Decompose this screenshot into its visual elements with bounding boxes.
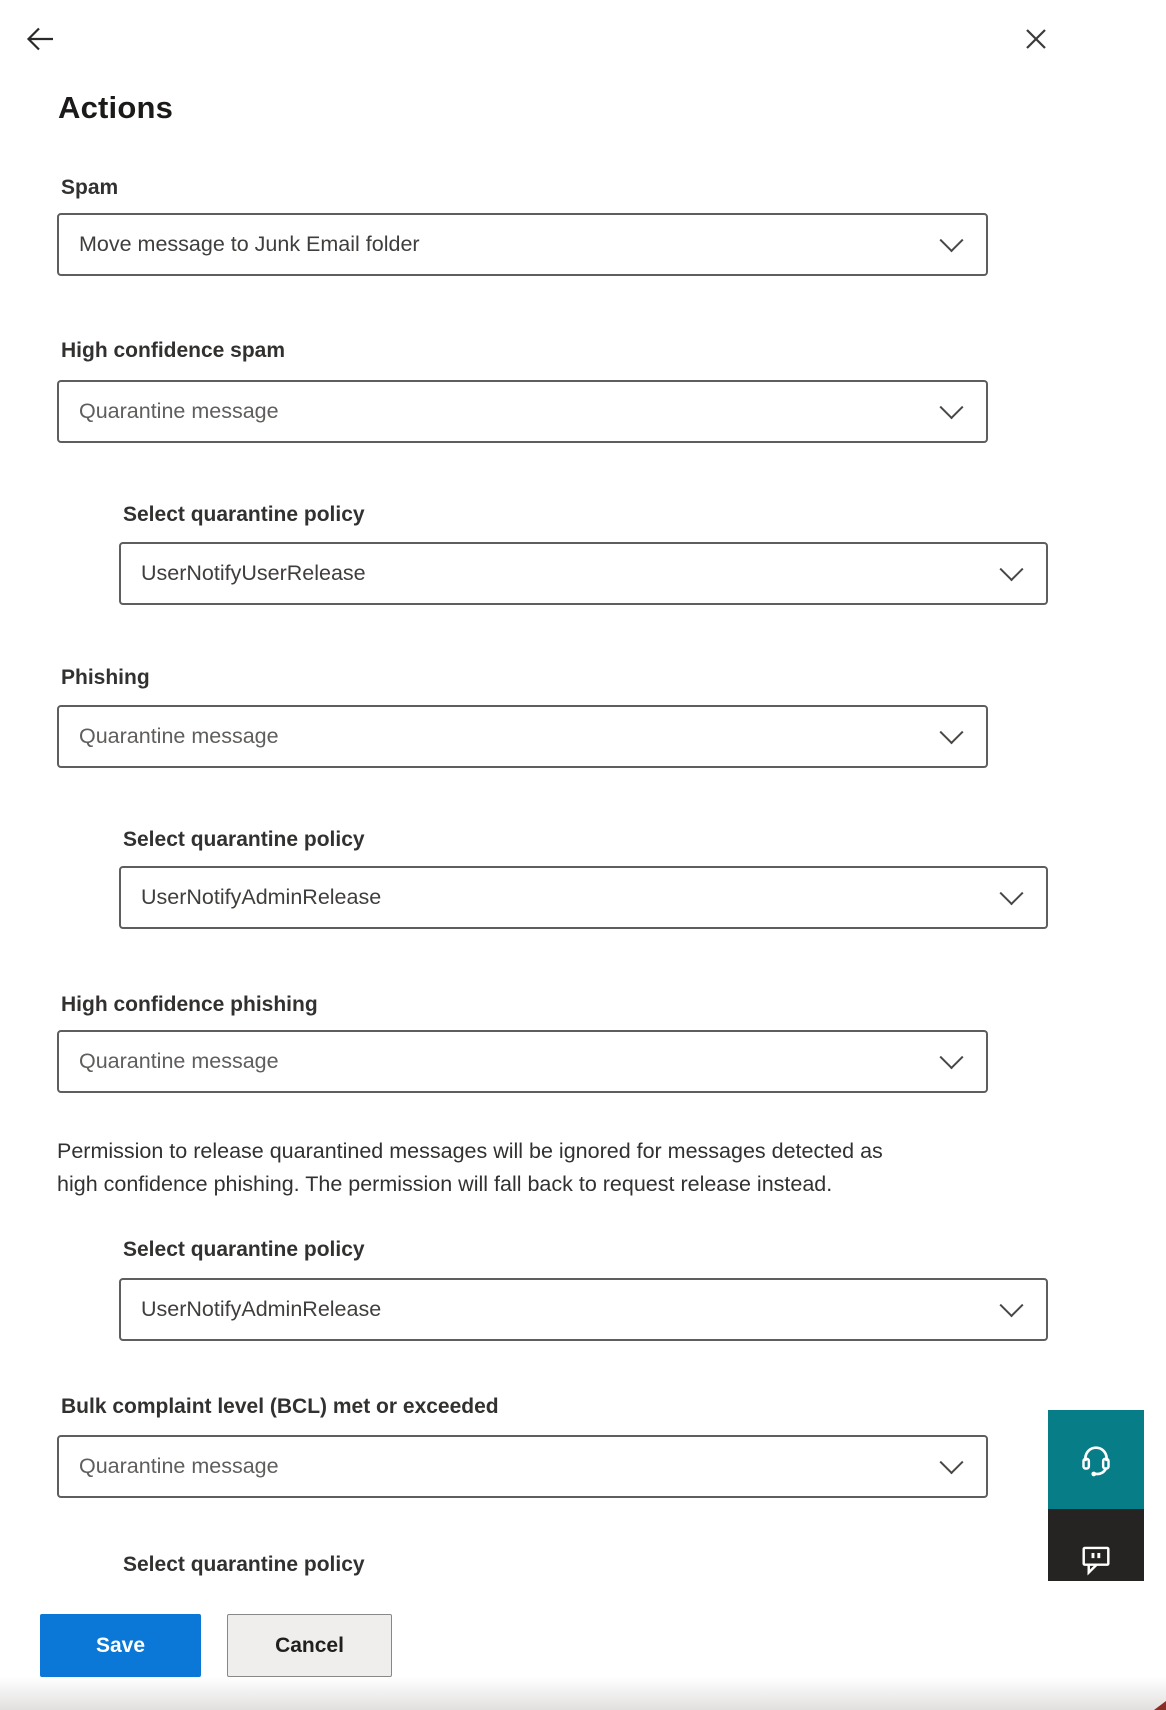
back-button[interactable]: [22, 21, 58, 57]
note-line-2: high confidence phishing. The permission will fall back to request release instead.: [57, 1172, 833, 1196]
dropdown-hcs-quarantine-policy[interactable]: [119, 542, 1048, 605]
arrow-left-icon: [22, 21, 58, 57]
dropdown-high-confidence-phishing[interactable]: [57, 1030, 988, 1093]
chevron-down-icon: [999, 881, 1023, 905]
dropdown-phishing-quarantine-policy[interactable]: [119, 866, 1048, 929]
chevron-down-icon: [939, 720, 963, 744]
dropdown-phishing[interactable]: [57, 705, 988, 768]
dropdown-value-hcp-quarantine-policy: UserNotifyAdminRelease: [141, 1297, 382, 1321]
field-label-high-confidence-phishing: High confidence phishing: [61, 993, 318, 1016]
save-button[interactable]: Save: [40, 1614, 201, 1677]
dropdown-high-confidence-spam[interactable]: [57, 380, 988, 443]
dropdown-value-hcs-quarantine-policy: UserNotifyUserRelease: [141, 561, 366, 585]
chevron-down-icon: [939, 228, 963, 252]
field-label-phishing-quarantine-policy: Select quarantine policy: [123, 828, 365, 851]
field-label-spam: Spam: [61, 176, 119, 199]
help-button[interactable]: [1048, 1410, 1144, 1509]
field-label-high-confidence-spam: High confidence spam: [61, 339, 286, 362]
dropdown-hcp-quarantine-policy[interactable]: [119, 1278, 1048, 1341]
chevron-down-icon: [999, 557, 1023, 581]
field-label-phishing: Phishing: [61, 666, 150, 689]
note-line-1: Permission to release quarantined messages will be ignored for messages detected as: [57, 1139, 883, 1163]
field-label-bcl: Bulk complaint level (BCL) met or exceeded: [61, 1395, 499, 1418]
dropdown-value-phishing: Quarantine message: [79, 724, 279, 748]
chevron-down-icon: [939, 1450, 963, 1474]
field-label-hcs-quarantine-policy: Select quarantine policy: [123, 503, 365, 526]
chevron-down-icon: [999, 1293, 1023, 1317]
field-label-hcp-quarantine-policy: Select quarantine policy: [123, 1238, 365, 1261]
cancel-button[interactable]: Cancel: [227, 1614, 392, 1677]
close-button[interactable]: [1018, 21, 1054, 57]
field-label-bcl-quarantine-policy-cutoff: Select quarantine policy: [123, 1553, 365, 1576]
high-confidence-phishing-note: [57, 1135, 1047, 1201]
dropdown-value-spam: Move message to Junk Email folder: [79, 232, 420, 256]
dropdown-value-high-confidence-spam: Quarantine message: [79, 399, 279, 423]
dropdown-value-bcl: Quarantine message: [79, 1454, 279, 1478]
headset-icon: [1077, 1441, 1115, 1479]
dropdown-bcl[interactable]: [57, 1435, 988, 1498]
bottom-edge-strip: [0, 1677, 1166, 1710]
close-icon: [1020, 23, 1052, 55]
dropdown-spam[interactable]: [57, 213, 988, 276]
chevron-down-icon: [939, 1045, 963, 1069]
dropdown-value-phishing-quarantine-policy: UserNotifyAdminRelease: [141, 885, 382, 909]
page-title: Actions: [58, 90, 174, 125]
chevron-down-icon: [939, 395, 963, 419]
speech-bubble-icon: [1077, 1539, 1115, 1577]
dropdown-value-high-confidence-phishing: Quarantine message: [79, 1049, 279, 1073]
